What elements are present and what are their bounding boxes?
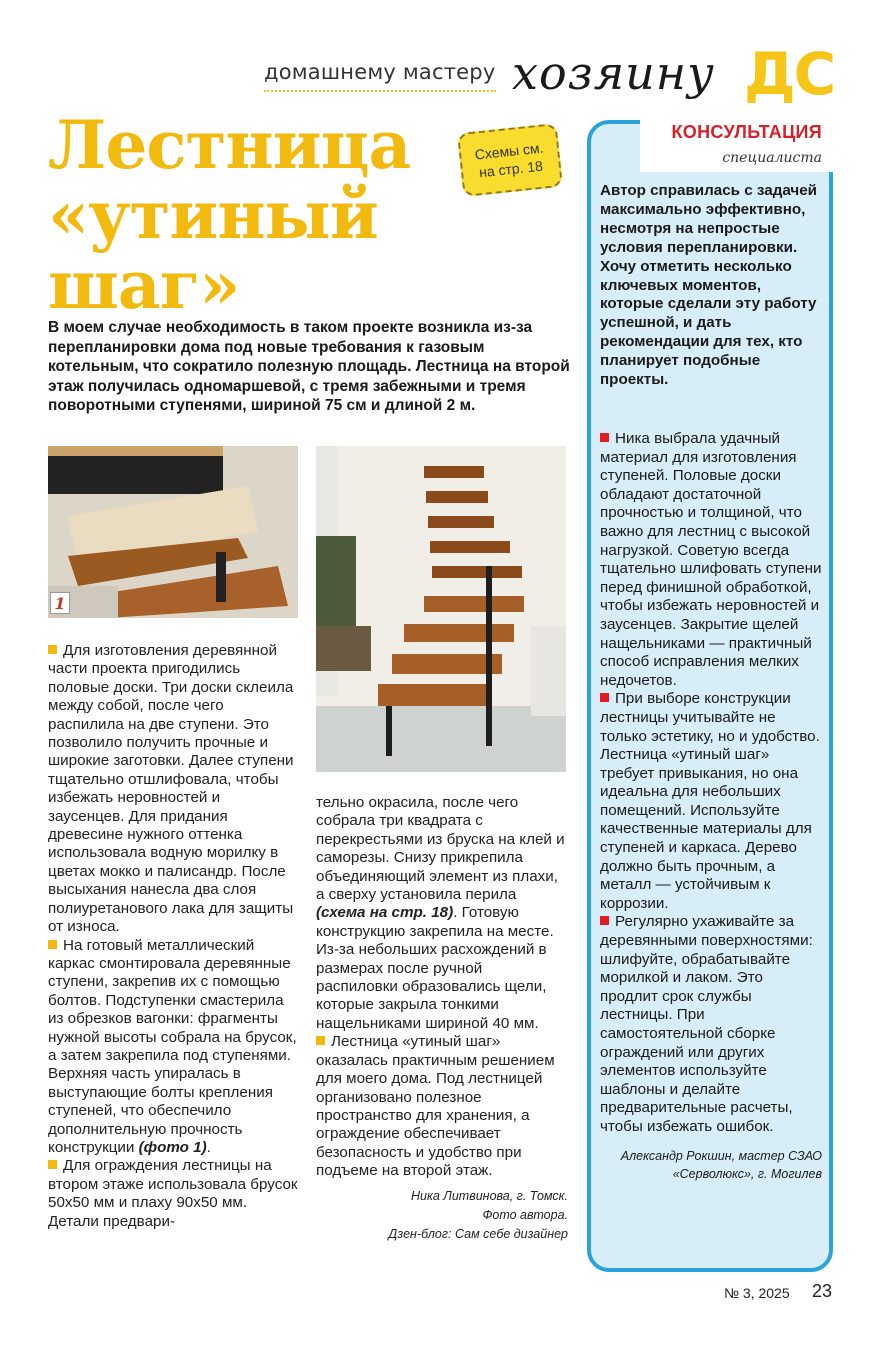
consultation-body <box>600 430 822 1183</box>
col2-paragraph-1 <box>316 794 568 1033</box>
consultation-paragraph-1 <box>600 430 822 690</box>
paragraph-bullet <box>600 693 609 702</box>
col1-paragraph-2-end: . <box>206 1138 211 1156</box>
article-title-line-3: шаг» <box>48 246 240 324</box>
col1-paragraph-1-text: Для изготовления деревянной части проекта пригодились половые доски. Три доски склеила между собой, после чего распилила на две ступени. Это позволило получить прочные и широкие заготовки. Далее ступени тщательно отшлифовала, чтобы избежать неровностей и заусенцев. Для придания древесине нужного оттенка использовала водную морилку в цветах мокко и палисандр. После высыхания нанесла два слоя полиуретанового лака для защиты от износа. <box>48 642 294 936</box>
photo-number: 1 <box>50 592 70 614</box>
col2-paragraph-1-text: тельно окрасила, после чего собрала три квадрата с перекрестьями из бруска на клей и саморезы. Снизу прикрепила объединяющий элемент из плахи, а сверху установила перила <box>316 794 565 904</box>
signature-author: Ника Литвинова, г. Томск. <box>410 1188 568 1203</box>
article-column-2 <box>316 794 568 1244</box>
section-underline <box>264 90 496 92</box>
consultation-paragraph-2-text: При выборе конструкции лестницы учитывайте не только эстетику, но и удобство. Лестница «утиный шаг» требует привыкания, но она идеальна для небольших помещений. Используйте качественные материалы для ступеней и каркаса. Дерево должно быть прочным, а металл — устойчивым к коррозии. <box>600 690 820 912</box>
article-title <box>48 106 468 324</box>
photo-reference: (фото 1) <box>138 1138 207 1156</box>
consultation-paragraph-3-text: Регулярно ухаживайте за деревянными поверхностями: шлифуйте, обрабатывайте морилкой и лаком. Это продлит срок службы лестницы. При самостоятельной сборке ограждений или других элементов используйте шаблоны и делайте предварительные расчеты, чтобы избежать ошибок. <box>600 913 813 1135</box>
magazine-title: хозяину <box>512 46 715 100</box>
scheme-reference: (схема на стр. 18) <box>316 904 454 922</box>
paragraph-bullet <box>316 1036 325 1045</box>
signature-blog: Дзен-блог: Сам себе дизайнер <box>388 1226 568 1241</box>
article-title-line-1: Лестница <box>48 106 411 184</box>
col1-paragraph-2 <box>48 937 300 1158</box>
schemes-badge <box>457 123 563 197</box>
consultation-signature-line-1: Александр Рокшин, мастер СЗАО <box>620 1148 822 1163</box>
consultation-paragraph-1-text: Ника выбрала удачный материал для изготовления ступеней. Половые доски обладают достаточной прочностью и толщиной, что важно для лестниц с высокой нагрузкой. Советую всегда тщательно шлифовать ступени перед финишной обработкой, чтобы избежать неровностей и заусенцев. Закрытие щелей нащельниками — практичный способ исправления мелких недочетов. <box>600 430 822 689</box>
badge-line-1: Схемы см. <box>473 139 545 163</box>
consultation-signature-line-2: «Серволюкс», г. Могилев <box>672 1166 822 1181</box>
article-column-1 <box>48 642 300 1231</box>
consultation-lead: Автор справилась с задачей максимально эффективно, несмотря на непростые условия перепланировки. Хочу отметить несколько ключевых моментов, которые сделали эту работу успешной, и дать рекомендации для тех, кто планирует подобные проекты. <box>600 182 817 389</box>
page-number: 23 <box>812 1281 833 1301</box>
consultation-title: КОНСУЛЬТАЦИЯ <box>671 122 822 142</box>
photo-staircase-drawing <box>316 446 566 772</box>
article-title-line-2: «утиный <box>48 176 378 254</box>
consultation-subtitle: специалиста <box>722 150 822 166</box>
consultation-paragraph-2 <box>600 690 822 913</box>
paragraph-bullet <box>600 433 609 442</box>
col1-paragraph-3-text: Для ограждения лестницы на втором этаже использовала брусок 50х50 мм и плаху 90х50 мм. Детали предвари- <box>48 1157 298 1230</box>
photo-staircase <box>316 446 566 772</box>
col1-paragraph-1 <box>48 642 300 937</box>
consultation-paragraph-3 <box>600 913 822 1136</box>
col2-paragraph-2 <box>316 1033 568 1180</box>
issue-number: № 3, 2025 <box>724 1285 790 1301</box>
section-label: домашнему мастеру <box>264 60 496 84</box>
paragraph-bullet <box>600 916 609 925</box>
col1-paragraph-2-text: На готовый металлический каркас смонтировала деревянные ступени, закрепив их с помощью болтов. Подступенки смастерила из обрезков вагонки: фрагменты нужной высоты собрала на брусок, а затем закрепила под ступенями. Верхняя часть упиралась в выступающие болты крепления ступеней, что обеспечило дополнительную прочность конструкции <box>48 936 297 1156</box>
paragraph-bullet <box>48 940 57 949</box>
article-signature <box>316 1187 568 1244</box>
paragraph-bullet <box>48 645 57 654</box>
col1-paragraph-3 <box>48 1157 300 1231</box>
magazine-logo: ДС <box>744 40 835 108</box>
photo-steps-closeup <box>48 446 298 618</box>
badge-line-2: на стр. 18 <box>478 157 544 181</box>
col2-paragraph-1-end: . Готовую конструкцию закрепила на месте. Из-за небольших расхождений в размерах после ручной распиловки образовались щели, которые закрыла тонкими нащельниками шириной 40 мм. <box>316 904 554 1032</box>
consultation-signature <box>600 1147 822 1183</box>
photo-steps-closeup-drawing <box>48 446 298 618</box>
col2-paragraph-2-text: Лестница «утиный шаг» оказалась практичным решением для моего дома. Под лестницей организовано полезное пространство для хранения, а ограждение обеспечивает безопасность и удобство при подъеме на второй этаж. <box>316 1033 555 1180</box>
article-lead: В моем случае необходимость в таком проекте возникла из-за перепланировки дома под новые требования к газовым котельным, что сократило полезную площадь. Лестница на второй этаж получилась одномаршевой, с тремя забежными и тремя поворотными ступенями, шириной 75 см и длиной 2 м. <box>48 319 570 415</box>
signature-photo-credit: Фото автора. <box>482 1207 568 1222</box>
paragraph-bullet <box>48 1160 57 1169</box>
